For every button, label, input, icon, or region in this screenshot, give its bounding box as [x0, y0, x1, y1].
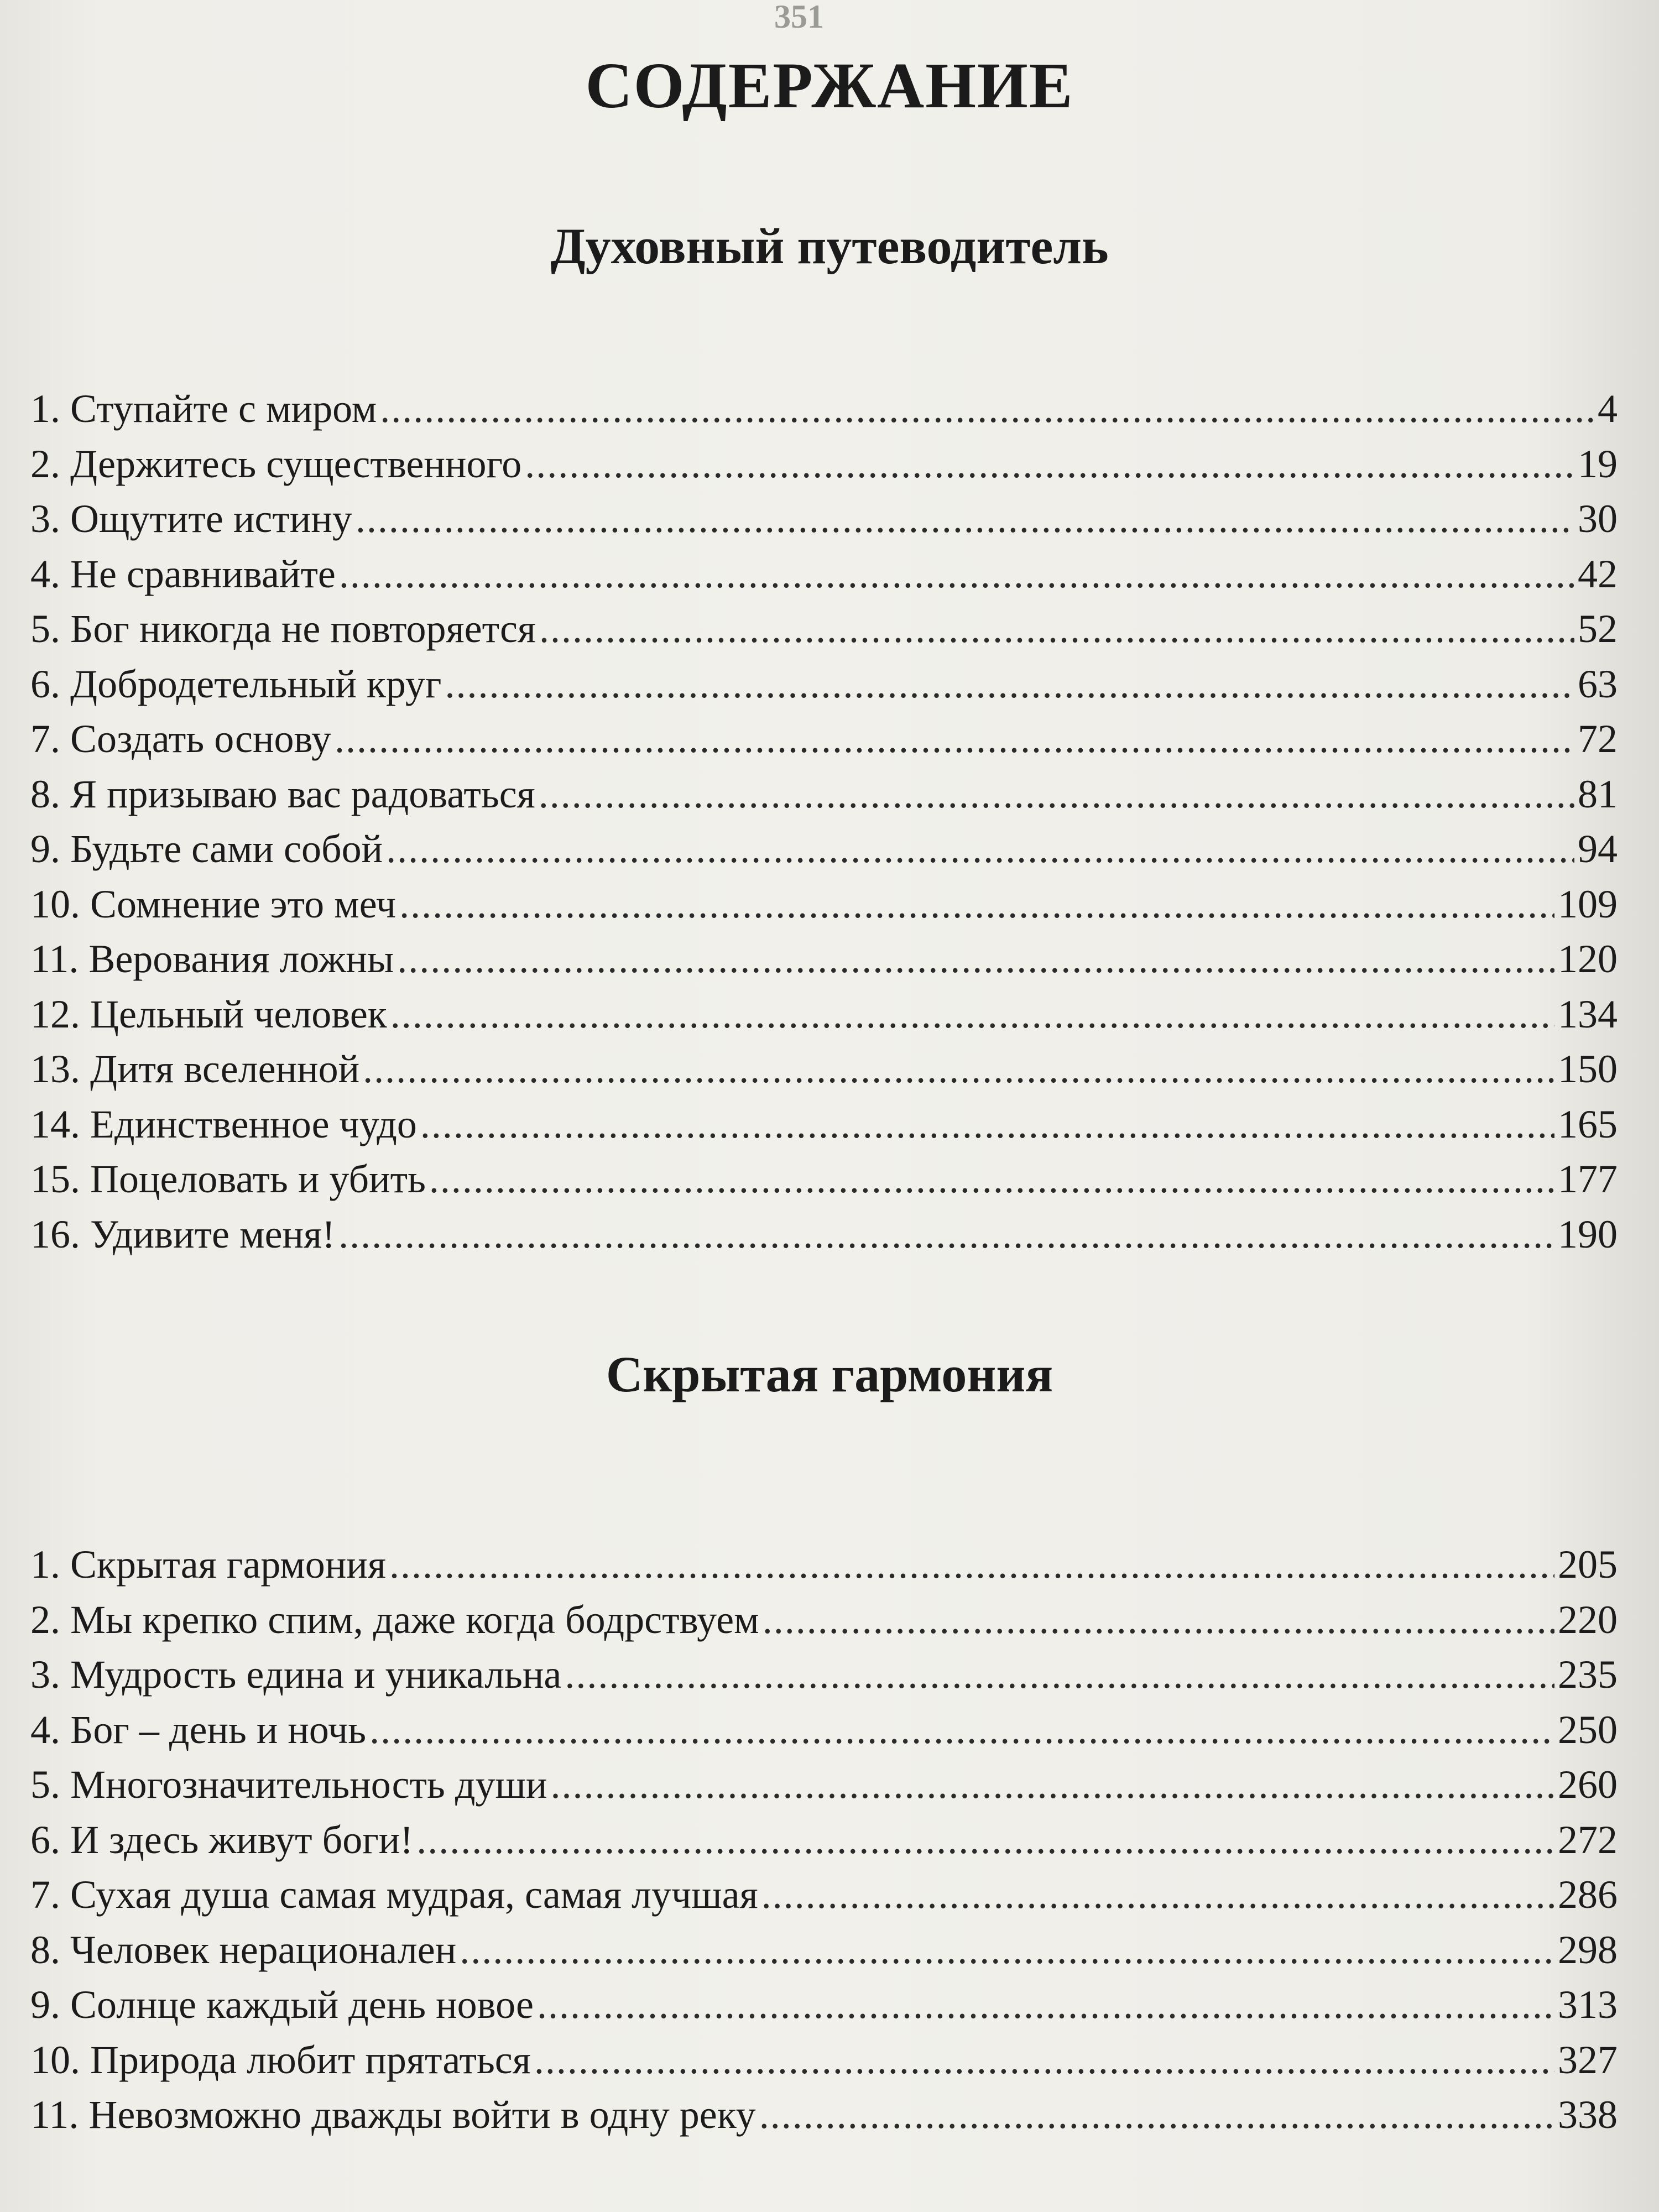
toc-entry-page-number: 220 [1558, 1597, 1618, 1642]
toc-entry-title: 5. Многозначительность души [30, 1762, 547, 1807]
toc-entry-title: 6. Добродетельный круг [30, 661, 442, 706]
toc-entry-title: 1. Ступайте с миром [30, 387, 377, 431]
toc-dot-leader [534, 2033, 1554, 2088]
toc-entry [30, 987, 1618, 1042]
toc-dot-leader [380, 382, 1594, 437]
toc-entry-title: 10. Природа любит прятаться [30, 2037, 531, 2082]
toc-entry-title: 2. Держитесь существенного [30, 441, 522, 486]
toc-entry-page-number: 42 [1578, 551, 1618, 596]
toc-entry [30, 932, 1618, 987]
toc-entry-title: 14. Единственное чудо [30, 1102, 417, 1146]
toc-entry-page-number: 250 [1558, 1707, 1618, 1752]
toc-dot-leader [539, 767, 1574, 822]
toc-entry-title: 8. Я призываю вас радоваться [30, 771, 535, 816]
toc-entry [30, 1703, 1618, 1758]
toc-entry-page-number: 298 [1558, 1927, 1618, 1972]
toc-dot-leader [429, 1152, 1554, 1207]
toc-dot-leader [761, 1867, 1554, 1923]
toc-entry [30, 1923, 1618, 1978]
toc-dot-leader [369, 1703, 1554, 1758]
section-title-2: Скрытая гармония [606, 1346, 1053, 1402]
toc-dot-leader [389, 1537, 1554, 1593]
toc-entry-page-number: 260 [1558, 1762, 1618, 1807]
toc-dot-leader [550, 1757, 1554, 1813]
toc-entry-title: 4. Бог – день и ночь [30, 1707, 367, 1752]
toc-dot-leader [416, 1813, 1554, 1868]
toc-entry-title: 13. Дитя вселенной [30, 1047, 360, 1091]
toc-dot-leader [537, 1978, 1554, 2033]
toc-entry-page-number: 150 [1558, 1047, 1618, 1091]
toc-entry [30, 657, 1618, 712]
toc-entry-title: 5. Бог никогда не повторяется [30, 607, 536, 651]
toc-entry-title: 15. Поцеловать и убить [30, 1157, 426, 1201]
toc-dot-leader [363, 1042, 1554, 1097]
toc-entry-title: 9. Солнце каждый день новое [30, 1983, 534, 2027]
toc-entry [30, 822, 1618, 877]
toc-entry [30, 1537, 1618, 1593]
toc-entry-title: 2. Мы крепко спим, даже когда бодрствуем [30, 1597, 759, 1642]
toc-entry [30, 1757, 1618, 1813]
toc-entry [30, 1813, 1618, 1868]
toc-entry-title: 6. И здесь живут боги! [30, 1817, 414, 1862]
toc-entry [30, 1867, 1618, 1923]
toc-entry [30, 2088, 1618, 2143]
toc-entry-title: 4. Не сравнивайте [30, 551, 336, 596]
toc-entry-title: 11. Невозможно дважды войти в одну реку [30, 2093, 756, 2137]
toc-entry [30, 2033, 1618, 2088]
toc-entry-page-number: 4 [1598, 387, 1618, 431]
toc-dot-leader [763, 1593, 1554, 1648]
toc-dot-leader [565, 1647, 1554, 1703]
toc-dot-leader [390, 987, 1554, 1042]
toc-entry-page-number: 94 [1578, 827, 1618, 871]
toc-dot-leader [338, 1207, 1554, 1262]
toc-entry-page-number: 72 [1578, 717, 1618, 761]
toc-dot-leader [525, 437, 1574, 492]
toc-dot-leader [339, 547, 1574, 602]
toc-entry-title: 1. Скрытая гармония [30, 1542, 386, 1587]
toc-entry [30, 1152, 1618, 1207]
toc-entry-page-number: 338 [1558, 2093, 1618, 2137]
toc-dot-leader [356, 492, 1574, 547]
toc-entry-page-number: 235 [1558, 1652, 1618, 1697]
toc-entry [30, 877, 1618, 932]
toc-entry-page-number: 63 [1578, 661, 1618, 706]
toc-entry [30, 1593, 1618, 1648]
toc-list-section-1 [30, 382, 1618, 1262]
toc-entry-title: 16. Удивите меня! [30, 1212, 336, 1256]
toc-entry-page-number: 272 [1558, 1817, 1618, 1862]
toc-entry-page-number: 177 [1558, 1157, 1618, 1201]
toc-entry [30, 712, 1618, 767]
toc-entry-page-number: 190 [1558, 1212, 1618, 1256]
section-title-1: Духовный путеводитель [550, 218, 1109, 274]
toc-entry [30, 437, 1618, 492]
toc-entry-page-number: 120 [1558, 937, 1618, 981]
toc-dot-leader [539, 602, 1574, 657]
toc-dot-leader [759, 2088, 1554, 2143]
toc-entry-page-number: 134 [1558, 992, 1618, 1036]
toc-entry-title: 8. Человек нерационален [30, 1927, 457, 1972]
toc-dot-leader [399, 877, 1554, 932]
page-title: СОДЕРЖАНИЕ [585, 49, 1074, 122]
toc-entry [30, 492, 1618, 547]
toc-dot-leader [445, 657, 1574, 712]
toc-entry-title: 11. Верования ложны [30, 937, 394, 981]
toc-list-section-2 [30, 1537, 1618, 2143]
toc-entry-page-number: 30 [1578, 497, 1618, 541]
page-number: 351 [774, 0, 824, 35]
toc-entry [30, 602, 1618, 657]
toc-entry [30, 1097, 1618, 1152]
toc-entry-page-number: 109 [1558, 881, 1618, 926]
toc-entry-page-number: 286 [1558, 1872, 1618, 1917]
toc-entry-title: 7. Сухая душа самая мудрая, самая лучшая [30, 1872, 758, 1917]
toc-entry [30, 1978, 1618, 2033]
toc-entry-page-number: 165 [1558, 1102, 1618, 1146]
toc-entry-title: 7. Создать основу [30, 717, 332, 761]
toc-dot-leader [386, 822, 1574, 877]
toc-entry-page-number: 52 [1578, 607, 1618, 651]
toc-entry [30, 1207, 1618, 1262]
toc-entry-title: 12. Цельный человек [30, 992, 387, 1036]
toc-entry-title: 10. Сомнение это меч [30, 881, 397, 926]
toc-entry-page-number: 19 [1578, 441, 1618, 486]
toc-dot-leader [420, 1097, 1554, 1152]
toc-entry [30, 1647, 1618, 1703]
toc-entry [30, 767, 1618, 822]
toc-entry-title: 3. Ощутите истину [30, 497, 352, 541]
toc-entry-title: 9. Будьте сами собой [30, 827, 383, 871]
toc-dot-leader [397, 932, 1554, 987]
toc-entry [30, 1042, 1618, 1097]
toc-dot-leader [335, 712, 1574, 767]
toc-dot-leader [460, 1923, 1554, 1978]
toc-entry-page-number: 205 [1558, 1542, 1618, 1587]
toc-entry-title: 3. Мудрость едина и уникальна [30, 1652, 562, 1697]
toc-entry [30, 547, 1618, 602]
toc-entry-page-number: 327 [1558, 2037, 1618, 2082]
toc-entry-page-number: 313 [1558, 1983, 1618, 2027]
toc-entry [30, 382, 1618, 437]
toc-entry-page-number: 81 [1578, 771, 1618, 816]
